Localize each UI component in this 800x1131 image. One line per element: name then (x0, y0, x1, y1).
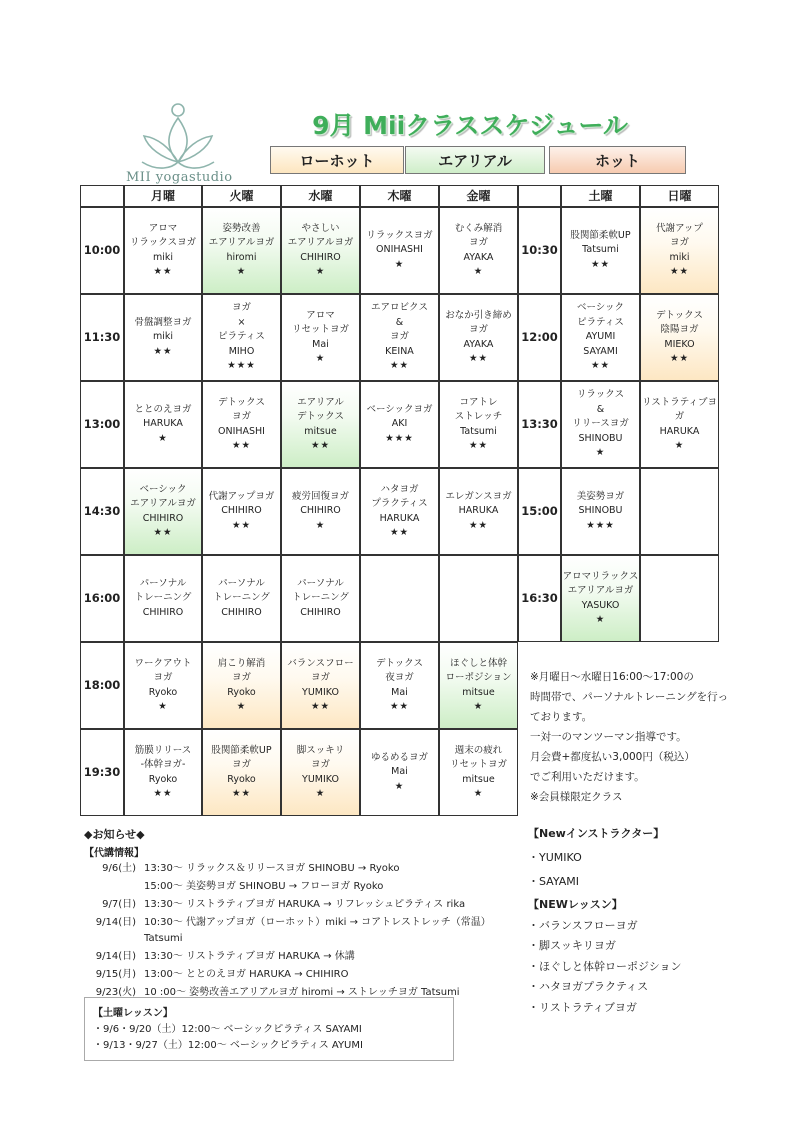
class-line: リラックスヨガ (366, 229, 433, 241)
class-line: 骨盤調整ヨガ (134, 316, 192, 328)
class-cell (124, 207, 202, 294)
legend-aerial: エアリアル (405, 146, 545, 174)
legend-low-hot: ローホット (270, 146, 404, 174)
substitute-item (84, 949, 524, 965)
class-line: hiromi (226, 251, 257, 263)
class-line: SHINOBU (578, 505, 623, 517)
substitute-date: 9/7(日) (102, 899, 136, 910)
class-cell (561, 468, 640, 555)
time-label: 11:30 (83, 330, 121, 345)
class-line: HARUKA (458, 505, 499, 517)
substitute-title: 【代講情報】 (84, 848, 144, 859)
difficulty-stars: ★★ (590, 360, 611, 372)
difficulty-stars: ★★ (231, 788, 252, 799)
class-line: リリースヨガ (572, 418, 629, 430)
class-cell (640, 468, 719, 555)
new-lesson-item: ・ほぐしと体幹ローポジション (528, 959, 682, 973)
new-lesson-item: ・脚スッキリヨガ (528, 939, 616, 952)
class-line: トレーニング (213, 592, 270, 604)
note-line: 月会費+都度払い3,000円（税込） (530, 751, 695, 763)
substitute-item (84, 861, 524, 877)
class-line: 代謝アップ (656, 222, 703, 234)
difficulty-stars: ★★ (389, 701, 410, 712)
class-line: 疲労回復ヨガ (291, 490, 349, 502)
saturday-lesson-line-2: ・9/13・9/27（土）12:00～ ベーシックピラティス AYUMI (93, 1040, 363, 1051)
class-line: エアリアルヨガ (130, 498, 196, 509)
substitute-text: 13:00～ ととのえヨガ HARUKA → CHIHIRO (144, 969, 349, 980)
class-line: Mai (391, 686, 408, 698)
class-cell (202, 381, 281, 468)
legend-hot: ホット (549, 146, 686, 174)
class-line: CHIHIRO (300, 251, 341, 263)
class-line: 姿勢改善 (222, 222, 261, 234)
day-header (124, 185, 202, 207)
class-cell (360, 555, 439, 642)
class-line: ヨガ (153, 672, 173, 683)
class-cell (281, 207, 360, 294)
class-line: CHIHIRO (142, 606, 184, 618)
note-line: ※月曜日～水曜日16:00～17:00の (530, 671, 694, 683)
class-line: 陰陽ヨガ (660, 324, 699, 335)
class-cell (561, 555, 640, 642)
class-line: & (395, 316, 404, 328)
class-line: エレガンスヨガ (445, 490, 512, 502)
class-line: デトックス (375, 657, 424, 669)
class-cell (439, 555, 518, 642)
difficulty-stars: ★★★ (227, 360, 256, 372)
class-line: ヨガ (389, 331, 409, 343)
class-line: KEINA (385, 345, 414, 357)
class-line: ONIHASHI (375, 244, 423, 256)
class-cell (281, 294, 360, 381)
class-line: アロマ (306, 309, 335, 321)
time-slot (80, 207, 124, 294)
substitute-date: 9/23(火) (95, 987, 136, 998)
difficulty-stars: ★★ (153, 266, 173, 277)
day-header (640, 185, 719, 207)
class-line: 股関節柔軟UP (570, 229, 631, 241)
class-line: CHIHIRO (142, 512, 184, 524)
class-line: AKI (391, 418, 408, 430)
new-instructor-item: ・SAYAMI (528, 875, 579, 888)
class-cell (640, 381, 719, 468)
class-line: AYAKA (463, 251, 494, 263)
class-line: & (596, 403, 605, 415)
class-line: ベーシックヨガ (366, 403, 433, 415)
class-line: ヨガ (468, 324, 488, 335)
class-line: ヨガ (231, 411, 251, 422)
class-line: ベーシック (576, 302, 625, 314)
time-label: 16:00 (83, 591, 121, 606)
new-instructor-item: ・YUMIKO (528, 851, 582, 864)
class-cell (281, 555, 360, 642)
class-line: YASUKO (581, 599, 620, 611)
class-line: ヨガ (231, 302, 251, 314)
class-line: × (237, 316, 246, 328)
class-cell (281, 729, 360, 816)
difficulty-stars: ★★ (153, 527, 173, 538)
time-slot (80, 729, 124, 816)
class-line: ローポジション (445, 672, 512, 683)
page-title: 9月 Miiクラススケジュール (312, 111, 628, 140)
class-line: -体幹ヨガ- (140, 759, 186, 770)
class-line: やさしい (301, 222, 340, 234)
difficulty-stars: ★★ (669, 353, 690, 364)
time-slot (518, 294, 561, 381)
substitute-item (84, 967, 524, 983)
day-label: 土曜 (588, 188, 613, 203)
difficulty-stars: ★★ (310, 701, 331, 712)
class-line: Ryoko (227, 773, 256, 785)
class-cell (439, 729, 518, 816)
class-line: 筋膜リリース (134, 744, 192, 756)
class-line: MIHO (228, 345, 255, 357)
class-cell (640, 555, 719, 642)
difficulty-stars: ★ (158, 432, 168, 444)
substitute-text: 13:30～ リラックス＆リリースヨガ SHINOBU → Ryoko (144, 863, 400, 874)
day-label: 木曜 (387, 188, 412, 203)
class-line: リラックスヨガ (129, 237, 197, 248)
class-cell (360, 468, 439, 555)
class-line: むくみ解消 (454, 222, 503, 234)
class-line: トレーニング (134, 592, 192, 604)
class-cell (124, 294, 202, 381)
day-header (439, 185, 518, 207)
class-line: ピラティス (218, 331, 265, 343)
substitute-text: 10:30～ 代謝アップヨガ（ローホット）miki → コアトレストレッチ（常温）Tatsumi (144, 917, 491, 944)
class-cell (640, 207, 719, 294)
class-line: パーソナル (218, 577, 265, 589)
class-line: 脚スッキリ (296, 744, 345, 756)
class-line: SAYAMI (583, 345, 618, 357)
notice-section (84, 826, 524, 1001)
time-slot (518, 207, 561, 294)
time-label: 16:30 (521, 591, 558, 606)
substitute-date (84, 879, 144, 895)
class-line: おなか引き締め (445, 309, 512, 321)
substitute-item (84, 897, 524, 913)
substitute-date: 9/15(月) (95, 969, 136, 980)
class-line: エアリアルヨガ (208, 237, 275, 248)
class-line: 美姿勢ヨガ (576, 490, 625, 502)
class-line: エアリアルヨガ (287, 237, 354, 248)
class-cell (360, 294, 439, 381)
day-label: 水曜 (308, 188, 333, 203)
note-line: でご利用いただけます。 (530, 771, 645, 783)
time-label: 10:00 (83, 243, 121, 258)
class-line: パーソナル (139, 577, 187, 589)
class-line: YUMIKO (302, 686, 339, 698)
class-cell (202, 642, 281, 729)
class-line: CHIHIRO (221, 606, 262, 618)
class-cell (202, 294, 281, 381)
day-header (561, 185, 640, 207)
new-lesson-item: ・バランスフローヨガ (528, 918, 638, 932)
class-line: AYAKA (463, 338, 494, 350)
time-slot (80, 555, 124, 642)
substitute-date: 9/6(土) (102, 863, 136, 874)
class-line: 肩こり解消 (217, 657, 266, 669)
class-line: 代謝アップヨガ (208, 490, 275, 502)
time-label: 18:00 (83, 678, 121, 693)
class-line: ハタヨガ (380, 483, 419, 495)
difficulty-stars: ★★ (389, 527, 410, 538)
difficulty-stars: ★ (394, 780, 405, 792)
class-line: miki (152, 331, 174, 343)
time-slot (518, 468, 561, 555)
difficulty-stars: ★ (394, 258, 405, 270)
class-line: ほぐしと体幹 (449, 657, 507, 669)
class-line: トレーニング (292, 592, 349, 604)
saturday-lesson-line-1: ・9/6・9/20（土）12:00～ ベーシックピラティス SAYAMI (93, 1024, 362, 1035)
difficulty-stars: ★★ (590, 258, 611, 270)
class-cell (640, 294, 719, 381)
difficulty-stars: ★★ (153, 788, 173, 799)
difficulty-stars: ★ (595, 614, 606, 625)
class-line: miki (669, 251, 690, 263)
class-cell (561, 207, 640, 294)
time-label: 13:00 (83, 417, 121, 432)
difficulty-stars: ★★ (310, 440, 331, 451)
class-line: Ryoko (148, 686, 178, 698)
class-line: HARUKA (659, 425, 700, 437)
header-corner (518, 185, 561, 207)
time-slot (80, 468, 124, 555)
saturday-lesson-box (84, 997, 454, 1061)
class-line: Mai (312, 338, 329, 350)
class-cell (281, 468, 360, 555)
class-cell (439, 381, 518, 468)
difficulty-stars: ★ (236, 701, 247, 712)
difficulty-stars: ★★ (468, 440, 489, 451)
time-label: 13:30 (521, 417, 558, 432)
class-line: Ryoko (148, 773, 178, 785)
class-line: HARUKA (143, 418, 183, 430)
substitute-text: 15:00～ 美姿勢ヨガ SHINOBU → フローヨガ Ryoko (144, 881, 384, 892)
difficulty-stars: ★★ (468, 353, 489, 364)
new-lesson-item: ・リストラティブヨガ (528, 1000, 637, 1014)
difficulty-stars: ★ (315, 519, 326, 531)
new-instructors (528, 822, 748, 894)
class-cell (439, 468, 518, 555)
difficulty-stars: ★★ (231, 519, 252, 531)
class-cell (281, 642, 360, 729)
difficulty-stars: ★ (473, 701, 484, 712)
class-line: ヨガ (669, 237, 689, 248)
class-line: mitsue (304, 425, 337, 437)
class-cell (124, 468, 202, 555)
time-slot (80, 294, 124, 381)
difficulty-stars: ★★★ (586, 519, 615, 531)
class-line: Mai (391, 766, 408, 778)
class-cell (202, 555, 281, 642)
substitute-date: 9/14(日) (95, 917, 136, 928)
class-line: ゆるめるヨガ (370, 751, 428, 763)
notice-title: ◆お知らせ◆ (84, 828, 145, 841)
class-line: アロマリラックス (562, 570, 639, 582)
difficulty-stars: ★ (315, 266, 326, 277)
class-line: ワークアウト (134, 657, 192, 669)
class-line: mitsue (462, 686, 495, 698)
class-line: mitsue (462, 773, 495, 785)
class-line: アロマ (148, 222, 178, 234)
class-line: ピラティス (577, 316, 624, 328)
class-cell (202, 207, 281, 294)
difficulty-stars: ★ (473, 788, 484, 799)
class-line: エアリアル (297, 396, 344, 408)
class-line: ヨガ (231, 759, 251, 770)
difficulty-stars: ★★★ (385, 432, 414, 444)
note-line: ております。 (530, 711, 593, 723)
class-line: 夜ヨガ (385, 672, 414, 683)
time-slot (80, 381, 124, 468)
class-line: プラクティス (371, 498, 428, 509)
substitute-item (84, 879, 524, 895)
difficulty-stars: ★ (315, 353, 326, 364)
difficulty-stars: ★ (674, 440, 685, 451)
time-slot (518, 555, 561, 642)
time-label: 12:00 (521, 330, 558, 345)
class-cell (202, 468, 281, 555)
class-line: リラックス (576, 389, 625, 401)
class-line: AYUMI (585, 331, 616, 343)
new-lesson-item: ・ハタヨガプラクティス (528, 980, 649, 993)
class-line: デトックス (217, 396, 266, 408)
difficulty-stars: ★ (158, 701, 168, 712)
substitute-text: 13:30～ リストラティブヨガ HARUKA → リフレッシュピラティス rika (144, 899, 466, 910)
substitute-text: 13:30～ リストラティブヨガ HARUKA → 休講 (144, 951, 355, 962)
class-cell (439, 642, 518, 729)
class-line: バランスフロー (287, 657, 354, 669)
difficulty-stars: ★ (595, 447, 606, 459)
class-cell (281, 381, 360, 468)
substitute-text: 10 :00～ 姿勢改善エアリアルヨガ hiromi → ストレッチヨガ Tatsumi (144, 987, 460, 998)
day-label: 金曜 (466, 188, 491, 203)
class-line: ヨガ (310, 672, 330, 683)
day-label: 日曜 (667, 188, 692, 203)
class-cell (439, 207, 518, 294)
class-line: CHIHIRO (300, 606, 341, 618)
class-line: YUMIKO (302, 773, 339, 785)
class-line: デトックス (296, 411, 345, 422)
day-header (360, 185, 439, 207)
class-cell (360, 642, 439, 729)
time-label: 14:30 (83, 504, 121, 519)
class-cell (202, 729, 281, 816)
difficulty-stars: ★★ (468, 519, 489, 531)
class-line: デトックス (655, 309, 704, 321)
class-line: HARUKA (379, 512, 420, 524)
class-line: miki (152, 251, 174, 263)
class-line: エアリアルヨガ (567, 585, 634, 596)
class-line: ベーシック (139, 483, 187, 495)
logo-text: MII yogastudio (126, 170, 233, 185)
saturday-lesson-title: 【土曜レッスン】 (93, 1008, 173, 1019)
class-line: ヨガ (231, 672, 251, 683)
day-label: 月曜 (150, 188, 175, 203)
time-slot (80, 642, 124, 729)
difficulty-stars: ★★ (389, 360, 410, 372)
time-label: 10:30 (521, 243, 558, 258)
class-line: コアトレ (459, 396, 498, 408)
class-line: SHINOBU (578, 432, 623, 444)
day-header (202, 185, 281, 207)
day-label: 火曜 (229, 188, 254, 203)
time-label: 19:30 (83, 765, 121, 780)
time-slot (518, 381, 561, 468)
class-line: ONIHASHI (217, 425, 265, 437)
difficulty-stars: ★ (236, 266, 247, 277)
class-cell (439, 294, 518, 381)
class-line: Ryoko (227, 686, 256, 698)
class-line: パーソナル (297, 577, 344, 589)
class-line: エアロビクス (371, 302, 428, 314)
new-lessons-title: 【NEWレッスン】 (528, 898, 623, 911)
class-line: リセットヨガ (450, 759, 507, 770)
class-cell (561, 381, 640, 468)
new-lessons (528, 895, 748, 1018)
class-line: Tatsumi (582, 244, 619, 256)
class-line: CHIHIRO (221, 505, 262, 517)
personal-training-note (530, 667, 745, 807)
day-header (281, 185, 360, 207)
difficulty-stars: ★ (315, 788, 326, 799)
class-line: 股関節柔軟UP (211, 744, 272, 756)
class-line: ととのえヨガ (134, 403, 192, 415)
class-cell (124, 729, 202, 816)
new-instructors-title: 【Newインストラクター】 (528, 827, 665, 840)
class-cell (124, 555, 202, 642)
class-cell (561, 294, 640, 381)
class-cell (360, 207, 439, 294)
class-line: ヨガ (468, 237, 488, 248)
note-line: 一対一のマンツーマン指導です。 (530, 731, 687, 743)
class-line: リストラティブヨガ (641, 396, 718, 422)
class-cell (124, 381, 202, 468)
difficulty-stars: ★★ (231, 440, 252, 451)
class-line: CHIHIRO (300, 505, 341, 517)
class-cell (360, 381, 439, 468)
class-line: リセットヨガ (292, 324, 349, 335)
class-line: Tatsumi (460, 425, 497, 437)
header-corner (80, 185, 124, 207)
note-line: ※会員様限定クラス (530, 791, 623, 803)
class-cell (124, 642, 202, 729)
difficulty-stars: ★★ (153, 345, 173, 357)
difficulty-stars: ★★ (669, 266, 690, 277)
substitute-date: 9/14(日) (95, 951, 136, 962)
class-line: ストレッチ (454, 411, 503, 422)
class-line: MIEKO (664, 338, 695, 350)
substitute-item (84, 915, 524, 947)
substitute-list (84, 861, 524, 1001)
note-line: 時間帯で、パーソナルトレーニングを行っ (530, 691, 729, 703)
class-line: ヨガ (310, 759, 330, 770)
class-line: 週末の疲れ (454, 744, 503, 756)
time-label: 15:00 (521, 504, 558, 519)
difficulty-stars: ★ (473, 266, 484, 277)
class-cell (360, 729, 439, 816)
